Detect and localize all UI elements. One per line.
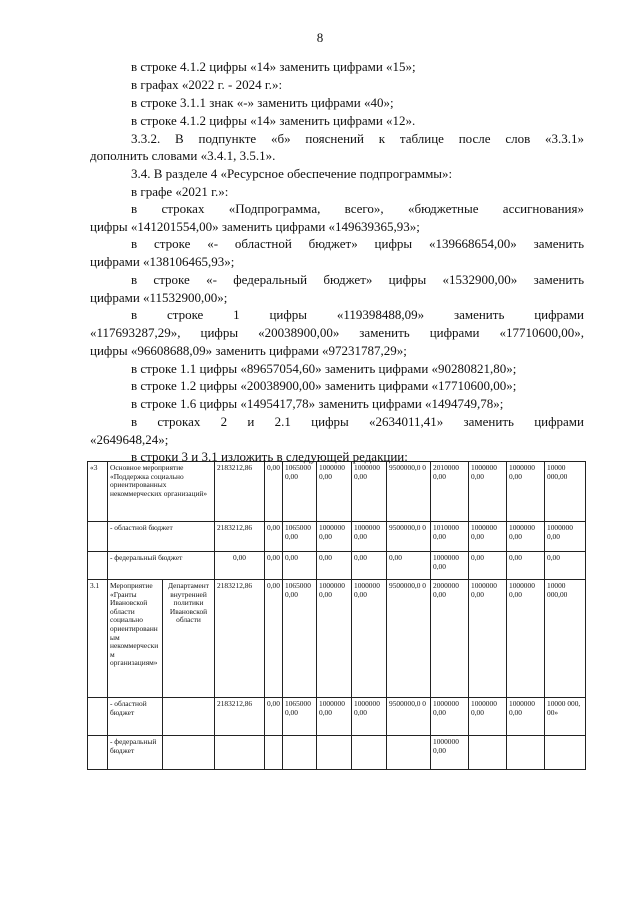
cell: 1000000 0,00: [317, 580, 352, 698]
cell: 1000000 0,00: [431, 736, 469, 770]
cell: 1000000 0,00: [469, 462, 507, 522]
cell: 10650000,00: [283, 522, 317, 552]
cell: 0,00: [317, 552, 352, 580]
cell: 1000000 0,00: [469, 698, 507, 736]
cell: 1000000 0,00: [545, 522, 586, 552]
text-line: цифры «141201554,00» заменить цифрами «149639365,93»;: [90, 219, 420, 234]
table-row: [88, 552, 586, 580]
cell: 0,00: [469, 552, 507, 580]
row-name: - областной бюджет: [108, 698, 163, 736]
text-line: 3.3.2. В подпункте «б» пояснений к таблице после слов «3.3.1»: [131, 131, 584, 146]
cell: 1000000 0,00: [507, 522, 545, 552]
text-line: в строке «- областной бюджет» цифры «139668654,00» заменить: [131, 236, 584, 251]
row-name: - областной бюджет: [108, 522, 215, 552]
executor: Департамент внутренней политики Ивановской области: [163, 580, 215, 698]
text-line: в графах «2022 г. - 2024 г.»:: [131, 77, 283, 92]
cell: 0,00: [215, 552, 265, 580]
cell: 0,00: [283, 552, 317, 580]
cell: 10650000,00: [283, 462, 317, 522]
cell: 0,00: [352, 552, 387, 580]
text-line: в строки 3 и 3.1 изложить в следующей редакции:: [131, 449, 408, 464]
row-name: - федеральный бюджет: [108, 552, 215, 580]
text-line: в строке 1 цифры «119398488,09» заменить цифрами: [131, 307, 584, 322]
text-line: в строках 2 и 2.1 цифры «2634011,41» заменить цифрами: [131, 414, 584, 429]
cell: 0,00: [507, 552, 545, 580]
cell: 1000000 0,00: [317, 522, 352, 552]
cell: 2183212,86: [215, 580, 265, 698]
cell: 10650000,00: [283, 580, 317, 698]
row-name: - федеральный бюджет: [108, 736, 163, 770]
row-name: Мероприятие «Гранты Ивановской области социально ориентированным некоммерческим организациям»: [108, 580, 163, 698]
cell: 1000000 0,00: [431, 552, 469, 580]
cell: 1000000 0,00: [352, 698, 387, 736]
row-number: 3.1: [88, 580, 108, 698]
cell: 1000000 0,00: [507, 462, 545, 522]
cell: 2183212,86: [215, 522, 265, 552]
cell: 2000000 0,00: [431, 580, 469, 698]
cell: 9500000,0 0: [387, 698, 431, 736]
cell: 1010000 0,00: [431, 522, 469, 552]
text-line: в строке 3.1.1 знак «-» заменить цифрами «40»;: [131, 95, 394, 110]
text-line: дополнить словами «3.4.1, 3.5.1».: [90, 148, 276, 163]
cell: 1000000 0,00: [352, 462, 387, 522]
row-number: «3: [88, 462, 108, 522]
cell: [265, 736, 283, 770]
text-line: в строке 4.1.2 цифры «14» заменить цифрами «15»;: [131, 59, 416, 74]
cell: 1000000 0,00: [469, 522, 507, 552]
cell: 1000000 0,00: [507, 698, 545, 736]
cell: 2183212,86: [215, 462, 265, 522]
cell: 1000000 0,00: [469, 580, 507, 698]
text-line: «117693287,29», цифры «20038900,00» заменить цифрами «17710600,00»,: [90, 325, 584, 340]
cell: 1000000 0,00: [352, 522, 387, 552]
text-line: цифрами «11532900,00»;: [90, 290, 228, 305]
table-row: [88, 698, 586, 736]
text-line: в строке 1.6 цифры «1495417,78» заменить цифрами «1494749,78»;: [131, 396, 504, 411]
cell: 10650000,00: [283, 698, 317, 736]
cell: 0,00: [387, 552, 431, 580]
text-line: в графе «2021 г.»:: [131, 184, 229, 199]
cell: 1000000 0,00: [507, 580, 545, 698]
cell: 0,00: [265, 580, 283, 698]
table-row: [88, 580, 586, 698]
text-line: в строке 1.2 цифры «20038900,00» заменить цифрами «17710600,00»;: [131, 378, 517, 393]
cell: 9500000,0 0: [387, 462, 431, 522]
cell: 0,00: [265, 462, 283, 522]
table-row: [88, 462, 586, 522]
cell: 1000000 0,00: [317, 698, 352, 736]
text-line: цифры «96608688,09» заменить цифрами «97231787,29»;: [90, 343, 407, 358]
text-line: цифрами «138106465,93»;: [90, 254, 235, 269]
cell: 9500000,0 0: [387, 580, 431, 698]
row-name: Основное мероприятие «Поддержка социально ориентированных некоммерческих организаций»: [108, 462, 215, 522]
cell: 2183212,86: [215, 698, 265, 736]
cell: 9500000,0 0: [387, 522, 431, 552]
cell: 10000 000,00: [545, 580, 586, 698]
cell: 1000000 0,00: [352, 580, 387, 698]
text-line: в строке 1.1 цифры «89657054,60» заменить цифрами «90280821,80»;: [131, 361, 517, 376]
cell: [283, 736, 317, 770]
cell: [387, 736, 431, 770]
cell: 1000000 0,00: [317, 462, 352, 522]
cell: 0,00: [265, 698, 283, 736]
cell: 0,00: [265, 522, 283, 552]
cell: [507, 736, 545, 770]
text-line: в строке «- федеральный бюджет» цифры «1532900,00» заменить: [131, 272, 584, 287]
cell: 0,00: [545, 552, 586, 580]
text-line: 3.4. В разделе 4 «Ресурсное обеспечение подпрограммы»:: [131, 166, 453, 181]
text-line: в строках «Подпрограмма, всего», «бюджетные ассигнования»: [131, 201, 584, 216]
cell: [317, 736, 352, 770]
page-number: 8: [316, 30, 324, 45]
cell: 10000 000, 00»: [545, 698, 586, 736]
text-line: в строке 4.1.2 цифры «14» заменить цифрами «12».: [131, 113, 416, 128]
cell: 10000 000,00: [545, 462, 586, 522]
cell: 0,00: [265, 552, 283, 580]
cell: [469, 736, 507, 770]
table-row: [88, 522, 586, 552]
table-row: [88, 736, 586, 770]
budget-table: [87, 461, 586, 770]
cell: [545, 736, 586, 770]
cell: 1000000 0,00: [431, 698, 469, 736]
cell: [215, 736, 265, 770]
cell: 2010000 0,00: [431, 462, 469, 522]
text-line: «2649648,24»;: [90, 432, 169, 447]
cell: [352, 736, 387, 770]
